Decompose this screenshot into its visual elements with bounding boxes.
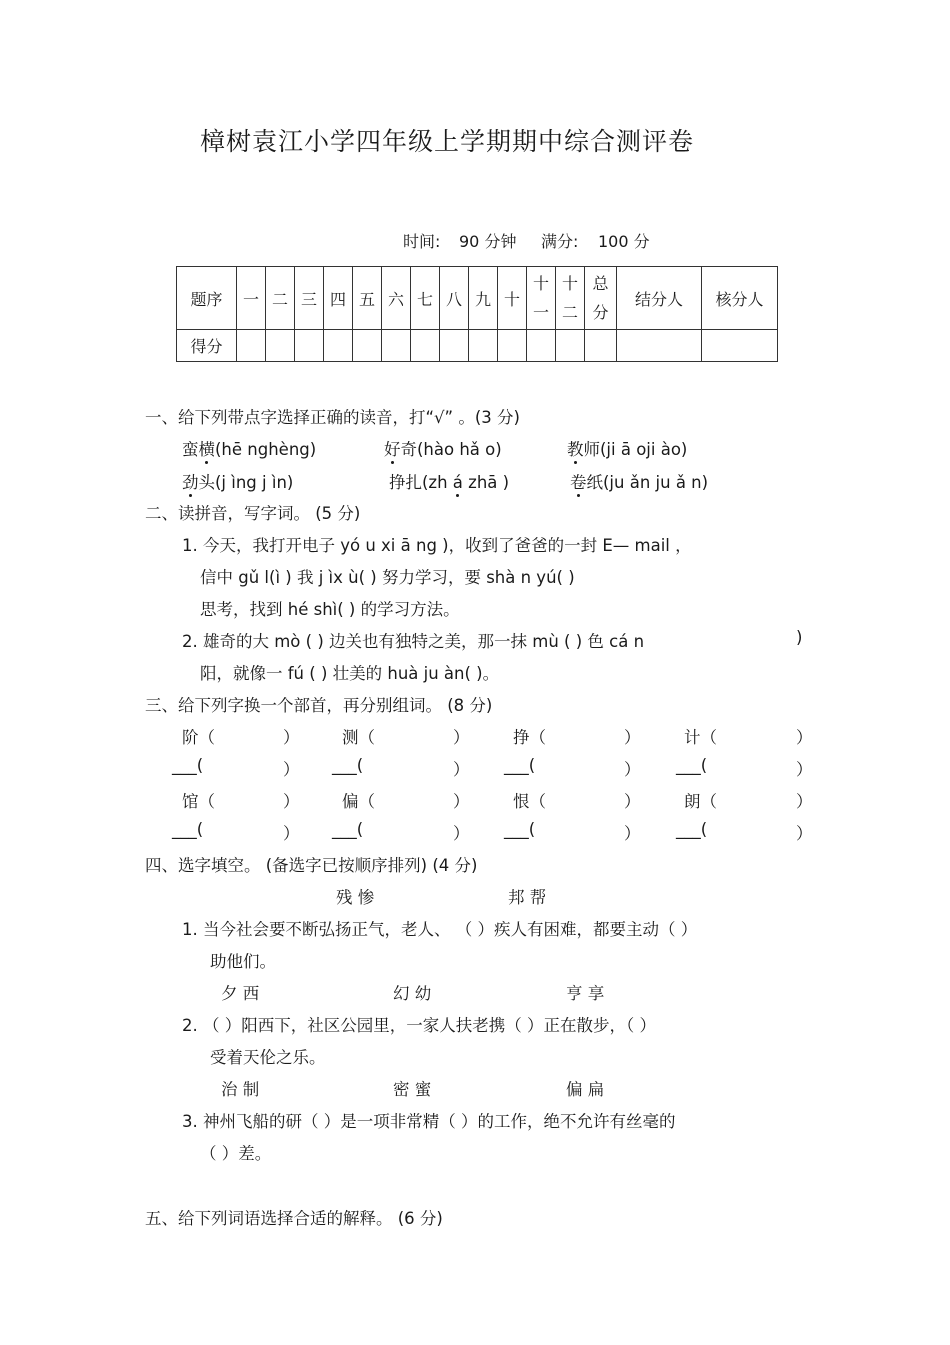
s3-r3-c3: 恨（ xyxy=(513,792,546,811)
s1-item-6 xyxy=(570,469,708,493)
score-cell[interactable] xyxy=(585,330,617,362)
s3-r2-c1-close: ） xyxy=(283,760,300,779)
s2-line-2: 信中 gǔ l(ì ) 我 j ìx ù( ) 努力学习，要 shà n yú( ) xyxy=(200,568,575,587)
s3-r1-c1-close: ） xyxy=(283,728,300,747)
page-title: 樟树袁江小学四年级上学期期中综合测评卷 xyxy=(200,127,695,156)
section-3-title: 三、给下列字换一个部首，再分别组词。 (8 分) xyxy=(145,696,493,715)
s4-q1-line-1: 1. 当今社会要不断弘扬正气，老人、 （ ）疾人有困难，都要主动（ ） xyxy=(182,920,698,939)
time-label: 时间: xyxy=(403,232,441,251)
header-label: 题序 xyxy=(177,267,237,330)
col-4: 四 xyxy=(324,267,353,330)
score-cell[interactable] xyxy=(527,330,556,362)
s1-item-5 xyxy=(389,469,509,493)
s3-r1-c4: 计（ xyxy=(684,728,717,747)
score-cell[interactable] xyxy=(702,330,778,362)
s3-r3-c2: 偏（ xyxy=(342,792,375,811)
col-12-top: 十 xyxy=(561,274,578,293)
s4-options-3b: 密 蜜 xyxy=(393,1080,432,1099)
s3-r4-c3: ___( xyxy=(504,820,536,839)
col-12 xyxy=(556,267,585,330)
s3-r2-c2: ___( xyxy=(332,756,364,775)
s3-r4-c3-close: ） xyxy=(624,824,641,843)
s3-r1-c3-close: ） xyxy=(624,728,641,747)
col-scorer: 结分人 xyxy=(617,267,702,330)
score-cell[interactable] xyxy=(498,330,527,362)
col-11-top: 十 xyxy=(532,274,549,293)
s3-r4-c4: ___( xyxy=(676,820,708,839)
s3-r2-c1: ___( xyxy=(172,756,204,775)
s1-item-1-dot: 横 xyxy=(199,436,216,460)
s1-item-4-rest: 头(j ìng j ìn) xyxy=(198,473,294,492)
s3-r2-c4: ___( xyxy=(676,756,708,775)
col-10: 十 xyxy=(498,267,527,330)
score-cell[interactable] xyxy=(411,330,440,362)
s1-item-5-pre: 挣 xyxy=(389,473,406,492)
score-table xyxy=(176,266,778,362)
s3-r3-c4: 朗（ xyxy=(684,792,717,811)
col-7: 七 xyxy=(411,267,440,330)
s1-item-3-dot: 教 xyxy=(567,436,584,460)
s4-q1-line-2: 助他们。 xyxy=(210,952,276,971)
s3-r1-c1: 阶（ xyxy=(182,728,215,747)
section-5-title: 五、给下列词语选择合适的解释。 (6 分) xyxy=(145,1209,443,1228)
section-4-title: 四、选字填空。 (备选字已按顺序排列) (4 分) xyxy=(145,856,478,875)
full-score-value: 100 分 xyxy=(598,232,650,251)
time-value: 90 分钟 xyxy=(459,232,517,251)
col-total-bottom: 分 xyxy=(592,303,609,322)
col-12-bottom: 二 xyxy=(561,303,578,322)
col-11-bottom: 一 xyxy=(532,303,549,322)
s1-item-2-rest: 奇(hào hǎ o) xyxy=(400,440,502,459)
s4-options-2a: 夕 西 xyxy=(221,984,260,1003)
s4-options-1a: 残 惨 xyxy=(336,888,375,907)
s4-options-3c: 偏 扁 xyxy=(566,1080,605,1099)
s3-r4-c2-close: ） xyxy=(453,824,470,843)
s1-item-2 xyxy=(384,436,502,460)
col-total xyxy=(585,267,617,330)
col-6: 六 xyxy=(382,267,411,330)
s1-item-3 xyxy=(567,436,687,460)
s1-item-5-dot: 扎(zh á zhā ) xyxy=(406,469,510,493)
s4-q3-line-1: 3. 神州飞船的研（ ）是一项非常精（ ）的工作，绝不允许有丝毫的 xyxy=(182,1112,676,1131)
s1-item-2-dot: 好 xyxy=(384,436,401,460)
score-cell[interactable] xyxy=(237,330,266,362)
s3-r2-c4-close: ） xyxy=(796,760,813,779)
s4-options-2b: 幻 幼 xyxy=(393,984,432,1003)
s3-r4-c4-close: ） xyxy=(796,824,813,843)
s3-r3-c2-close: ） xyxy=(453,792,470,811)
score-cell[interactable] xyxy=(353,330,382,362)
col-3: 三 xyxy=(295,267,324,330)
score-cell[interactable] xyxy=(324,330,353,362)
col-8: 八 xyxy=(440,267,469,330)
s4-options-1b: 邦 帮 xyxy=(508,888,547,907)
section-2-title: 二、读拼音，写字词。 (5 分) xyxy=(145,504,361,523)
score-cell[interactable] xyxy=(382,330,411,362)
col-1: 一 xyxy=(237,267,266,330)
s3-r4-c1-close: ） xyxy=(283,824,300,843)
s3-r1-c3: 挣（ xyxy=(513,728,546,747)
s3-r2-c2-close: ） xyxy=(453,760,470,779)
s2-line-1: 1. 今天，我打开电子 yó u xi ā ng )，收到了爸爸的一封 E— mail ， xyxy=(182,536,692,555)
score-cell[interactable] xyxy=(556,330,585,362)
score-cell[interactable] xyxy=(469,330,498,362)
section-1-title: 一、给下列带点字选择正确的读音，打“√” 。(3 分) xyxy=(145,408,520,427)
s1-item-6-rest: 纸(ju ǎn ju ǎ n) xyxy=(586,473,709,492)
s1-item-4-dot: 劲 xyxy=(182,469,199,493)
s3-r1-c2-close: ） xyxy=(453,728,470,747)
s3-r4-c1: ___( xyxy=(172,820,204,839)
s3-r1-c2: 测（ xyxy=(342,728,375,747)
s4-options-3a: 治 制 xyxy=(221,1080,260,1099)
s3-r1-c4-close: ） xyxy=(796,728,813,747)
score-cell[interactable] xyxy=(266,330,295,362)
s3-r2-c3-close: ） xyxy=(624,760,641,779)
s3-r3-c3-close: ） xyxy=(624,792,641,811)
s1-item-4 xyxy=(182,469,293,493)
col-5: 五 xyxy=(353,267,382,330)
s3-r2-c3: ___( xyxy=(504,756,536,775)
s3-r3-c1-close: ） xyxy=(283,792,300,811)
s3-r3-c1: 馆（ xyxy=(182,792,215,811)
s3-r4-c2: ___( xyxy=(332,820,364,839)
s4-options-2c: 亨 享 xyxy=(566,984,605,1003)
s1-item-6-dot: 卷 xyxy=(570,469,587,493)
s4-q2-line-1: 2. （ ）阳西下，社区公园里，一家人扶老携（ ）正在散步，（ ） xyxy=(182,1016,656,1035)
s4-q2-line-2: 受着天伦之乐。 xyxy=(210,1048,326,1067)
col-11 xyxy=(527,267,556,330)
s1-item-3-rest: 师(ji ā oji ào) xyxy=(583,440,688,459)
col-9: 九 xyxy=(469,267,498,330)
col-2: 二 xyxy=(266,267,295,330)
s2-line-4: 2. 雄奇的大 mò ( ) 边关也有独特之美，那一抹 mù ( ) 色 cá n xyxy=(182,632,645,651)
s1-item-1-rest: (hē nghèng) xyxy=(215,440,317,459)
s1-item-1-pre: 蛮 xyxy=(182,440,199,459)
s2-line-4-close: ) xyxy=(796,628,803,647)
score-cell[interactable] xyxy=(617,330,702,362)
s4-q3-line-2: （ ）差。 xyxy=(200,1144,272,1163)
col-checker: 核分人 xyxy=(702,267,778,330)
score-row-label: 得分 xyxy=(177,330,237,362)
col-total-top: 总 xyxy=(592,274,609,293)
s3-r3-c4-close: ） xyxy=(796,792,813,811)
score-cell[interactable] xyxy=(295,330,324,362)
s2-line-3: 思考，找到 hé shì( ) 的学习方法。 xyxy=(200,600,460,619)
s2-line-5: 阳，就像一 fú ( ) 壮美的 huà ju àn( )。 xyxy=(200,664,500,683)
score-cell[interactable] xyxy=(440,330,469,362)
full-score-label: 满分: xyxy=(541,232,579,251)
s1-item-1 xyxy=(182,436,316,460)
